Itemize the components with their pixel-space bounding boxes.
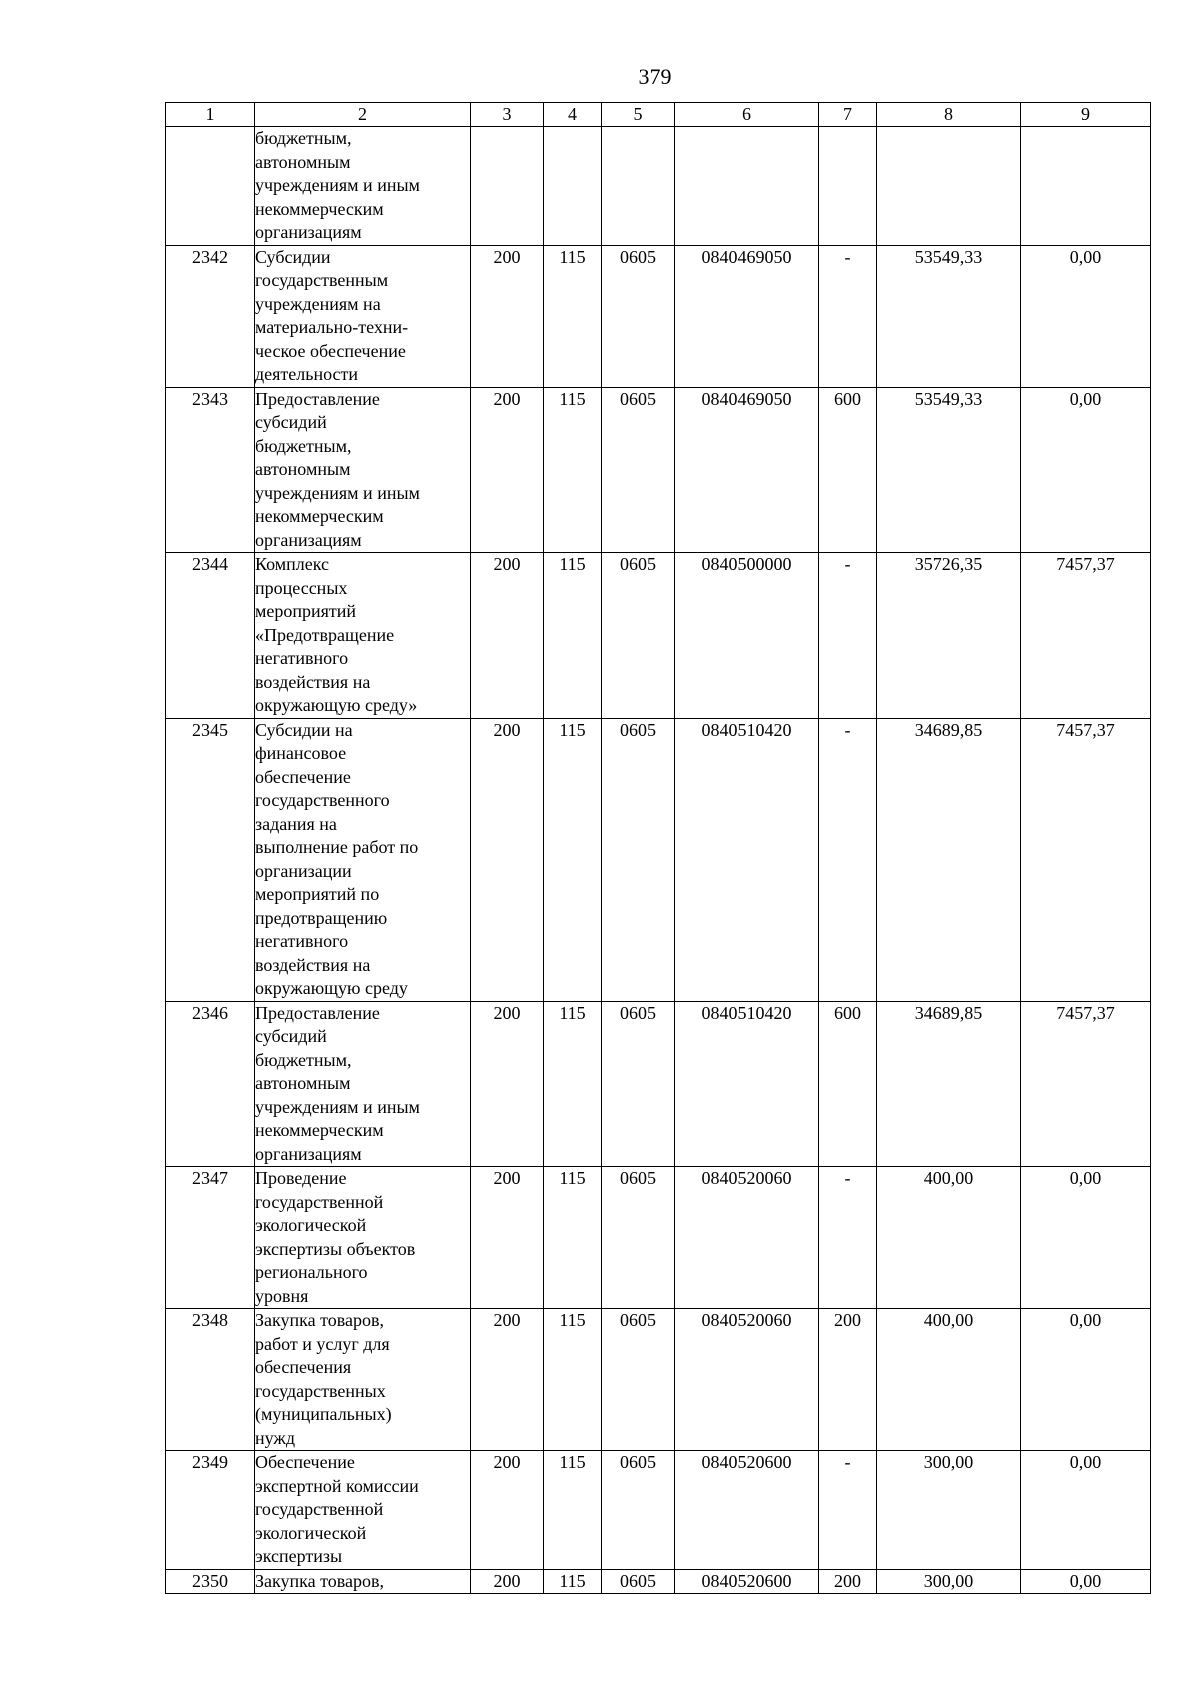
row-col8: 34689,85 — [877, 718, 1021, 1001]
row-col7: 200 — [819, 1309, 877, 1451]
row-col9: 0,00 — [1021, 1451, 1151, 1570]
row-col7: - — [819, 1451, 877, 1570]
row-col9: 0,00 — [1021, 1309, 1151, 1451]
row-col3: 200 — [471, 1309, 544, 1451]
row-col9: 7457,37 — [1021, 553, 1151, 719]
row-col9: 0,00 — [1021, 245, 1151, 387]
row-col4: 115 — [544, 245, 602, 387]
row-name: Субсидии на финансовое обеспечение государственного задания на выполнение работ по организации мероприятий по предотвращению негативного воздействия на окружающую среду — [255, 718, 471, 1001]
table-row — [166, 245, 1151, 387]
row-col3: 200 — [471, 1451, 544, 1570]
row-col5: 0605 — [602, 1167, 675, 1309]
column-header-6: 6 — [675, 103, 819, 127]
row-number: 2349 — [166, 1451, 255, 1570]
row-name: Закупка товаров, работ и услуг для обеспечения государственных (муниципальных) нужд — [255, 1309, 471, 1451]
row-col6: 0840520060 — [675, 1309, 819, 1451]
table-row — [166, 1001, 1151, 1167]
row-number: 2346 — [166, 1001, 255, 1167]
row-col7: 600 — [819, 387, 877, 553]
row-col8: 400,00 — [877, 1309, 1021, 1451]
row-col4: 115 — [544, 718, 602, 1001]
row-col5: 0605 — [602, 1569, 675, 1594]
row-col6 — [675, 127, 819, 246]
row-col6: 0840500000 — [675, 553, 819, 719]
row-col7 — [819, 127, 877, 246]
row-col8: 34689,85 — [877, 1001, 1021, 1167]
row-col7: - — [819, 718, 877, 1001]
row-col3: 200 — [471, 553, 544, 719]
row-col5: 0605 — [602, 1001, 675, 1167]
row-col3: 200 — [471, 718, 544, 1001]
row-col9: 0,00 — [1021, 1167, 1151, 1309]
page-number: 379 — [638, 64, 672, 89]
row-number: 2343 — [166, 387, 255, 553]
row-number — [166, 127, 255, 246]
row-col3 — [471, 127, 544, 246]
row-col8: 35726,35 — [877, 553, 1021, 719]
row-col7: - — [819, 245, 877, 387]
row-col8: 53549,33 — [877, 245, 1021, 387]
column-header-2: 2 — [255, 103, 471, 127]
table-row — [166, 1167, 1151, 1309]
row-col4: 115 — [544, 1309, 602, 1451]
row-col3: 200 — [471, 245, 544, 387]
row-number: 2342 — [166, 245, 255, 387]
row-col8: 53549,33 — [877, 387, 1021, 553]
budget-table — [165, 102, 1151, 1594]
row-col5: 0605 — [602, 1451, 675, 1570]
row-number: 2347 — [166, 1167, 255, 1309]
row-col4: 115 — [544, 1167, 602, 1309]
table-row — [166, 1309, 1151, 1451]
row-col7: - — [819, 1167, 877, 1309]
row-col5: 0605 — [602, 718, 675, 1001]
row-col4: 115 — [544, 1451, 602, 1570]
row-number: 2348 — [166, 1309, 255, 1451]
row-col3: 200 — [471, 1001, 544, 1167]
row-col6: 0840469050 — [675, 245, 819, 387]
row-col8 — [877, 127, 1021, 246]
row-col6: 0840469050 — [675, 387, 819, 553]
column-header-4: 4 — [544, 103, 602, 127]
row-name: Закупка товаров, — [255, 1569, 471, 1594]
row-col4: 115 — [544, 1001, 602, 1167]
row-col5: 0605 — [602, 387, 675, 553]
row-number: 2350 — [166, 1569, 255, 1594]
row-number: 2345 — [166, 718, 255, 1001]
row-col3: 200 — [471, 1569, 544, 1594]
row-name: Комплекс процессных мероприятий «Предотвращение негативного воздействия на окружающую среду» — [255, 553, 471, 719]
column-header-9: 9 — [1021, 103, 1151, 127]
row-col8: 300,00 — [877, 1569, 1021, 1594]
column-header-8: 8 — [877, 103, 1021, 127]
row-col3: 200 — [471, 1167, 544, 1309]
row-col7: 200 — [819, 1569, 877, 1594]
row-col4: 115 — [544, 1569, 602, 1594]
row-name: Обеспечение экспертной комиссии государственной экологической экспертизы — [255, 1451, 471, 1570]
row-name: Субсидии государственным учреждениям на материально-техни- ческое обеспечение деятельности — [255, 245, 471, 387]
row-col5 — [602, 127, 675, 246]
row-col3: 200 — [471, 387, 544, 553]
row-name: Предоставление субсидий бюджетным, автономным учреждениям и иным некоммерческим организациям — [255, 387, 471, 553]
column-header-1: 1 — [166, 103, 255, 127]
table-row — [166, 718, 1151, 1001]
row-col6: 0840520060 — [675, 1167, 819, 1309]
row-col6: 0840520600 — [675, 1451, 819, 1570]
column-header-7: 7 — [819, 103, 877, 127]
table-row — [166, 1569, 1151, 1594]
row-col4 — [544, 127, 602, 246]
row-col4: 115 — [544, 387, 602, 553]
table-row — [166, 387, 1151, 553]
row-name: Предоставление субсидий бюджетным, автономным учреждениям и иным некоммерческим организациям — [255, 1001, 471, 1167]
row-col4: 115 — [544, 553, 602, 719]
row-col7: - — [819, 553, 877, 719]
row-name: Проведение государственной экологической экспертизы объектов регионального уровня — [255, 1167, 471, 1309]
row-col5: 0605 — [602, 553, 675, 719]
table-row — [166, 553, 1151, 719]
row-col9: 0,00 — [1021, 1569, 1151, 1594]
row-col8: 300,00 — [877, 1451, 1021, 1570]
table-row — [166, 127, 1151, 246]
table-row — [166, 1451, 1151, 1570]
row-col8: 400,00 — [877, 1167, 1021, 1309]
row-col6: 0840520600 — [675, 1569, 819, 1594]
row-col5: 0605 — [602, 245, 675, 387]
row-number: 2344 — [166, 553, 255, 719]
row-col5: 0605 — [602, 1309, 675, 1451]
row-col9 — [1021, 127, 1151, 246]
row-col6: 0840510420 — [675, 1001, 819, 1167]
row-col6: 0840510420 — [675, 718, 819, 1001]
header-row — [166, 103, 1151, 127]
row-col9: 7457,37 — [1021, 718, 1151, 1001]
row-name: бюджетным, автономным учреждениям и иным некоммерческим организациям — [255, 127, 471, 246]
column-header-3: 3 — [471, 103, 544, 127]
row-col7: 600 — [819, 1001, 877, 1167]
row-col9: 7457,37 — [1021, 1001, 1151, 1167]
column-header-5: 5 — [602, 103, 675, 127]
row-col9: 0,00 — [1021, 387, 1151, 553]
